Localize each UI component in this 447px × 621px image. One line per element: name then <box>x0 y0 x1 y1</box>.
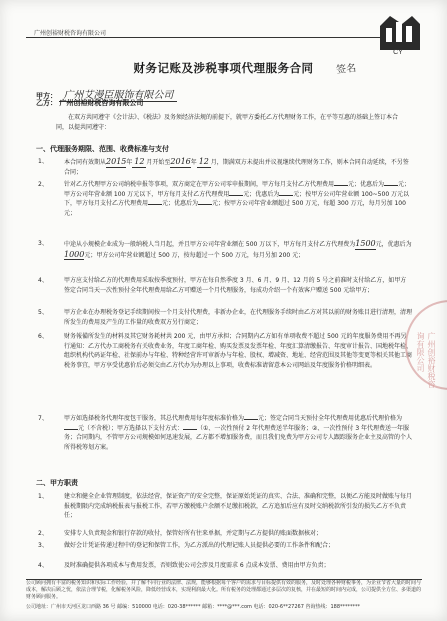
party-a-label: 甲方： <box>36 92 57 100</box>
logo-text: CY <box>393 49 403 56</box>
party-b-row <box>36 98 143 108</box>
party-b-name: 广州创裕财税咨询有限公司 <box>59 99 144 107</box>
item-text: 建立和健全企业管理制度，依法经营，保证资产的安全完整，保证原始凭证的真实、合法、准确和完整，以便乙方能及时做账与每月报税期限内完成纳税报表与报税工作，若甲方缴税账户余额不足缴扣税款，乙方追加后应有及时交纳税款所引发的损失乙方不负责任； <box>64 493 413 520</box>
item-number: 2、 <box>38 530 48 537</box>
item-text <box>64 157 412 177</box>
end-year: 2016 <box>170 157 191 166</box>
section-1-heading: 一、代理服务期限、范围、收费标准与支付 <box>36 145 169 153</box>
item-text: 安排专人负责现金和银行存款的收付，保管好所有往来单据，并定期与乙方提供的账面数据核对； <box>64 530 323 537</box>
footer-notice: 公司顾问拥有丰富的税务知识和实际工作经验，并了解不同行业的法律、法规，能够根据每个客户的需求与目标提供有效的服务，及时处理各种财税事务，为企业节省大量的时间与成本，解决后顾之忧，依法合理节税，化解税务风险，降低经营成本，实现利润最大化。所有税务的处理都通过多层次的复核，并在最短的时间内完成，公司提供全方位、多渠道的财务顾问服务。 <box>26 580 422 600</box>
item-text: 甲方企业在办理税务登记手续期间按一个月支付代理费，非新办企业，在代理服务手续时由乙方对其以前的财务账目进行清理，清理所发生的费用及产生的工作量的收费双方另行商定； <box>64 309 413 326</box>
item-2-text-c: 元；甲方公司年营业额 100 万元以下，甲方每月支付乙方代理费用 <box>64 181 411 198</box>
item-number: 2、 <box>38 181 48 188</box>
fee-blank-3 <box>229 195 243 196</box>
item-number: 1、 <box>38 158 48 165</box>
fee-blank-2 <box>384 185 398 186</box>
item-text <box>64 414 412 452</box>
item-7-text-c: 元（不含税）；甲方选择以下支付方式： <box>78 424 184 432</box>
section-1-item-7 <box>38 414 412 452</box>
item-text: 财务報備所发生的材料及其它财务耗材共 200 元，由甲方承担；合同期内乙方如有单项收费不超过 500 元的年度服务费用不再另行通知：乙方代办工商税务有关收费业务，年度工商年检、购买发票及发票年检、年度汇算清缴报告、年度审计报告、国地税年检、组织机构代码证年检、社保前办与年检、特种经营许可审新办与年检、股权、增减资、地址、经营范围及其他等变更等相关其他工商税务事宜，甲方享受优惠价后必须交由乙方代办为办理以上事项，收费标准请留意本公司网站及年度服务价格明细表。 <box>64 333 413 369</box>
item-1-year-unit: 年 <box>126 159 133 166</box>
item-number: 7、 <box>38 415 48 422</box>
item-number: 3、 <box>38 240 48 247</box>
item-text <box>64 239 412 260</box>
section-2-item-3 <box>38 541 412 551</box>
item-1-text-a: 本合同有效期从 <box>64 159 107 166</box>
price-blank-1 <box>244 419 258 420</box>
item-text: 及时准确提供各项成本与费用发票，否则致使公司会涉及月度需求 6 点成本发票、费用由甲方负责； <box>64 562 330 569</box>
item-number: 6、 <box>38 333 48 340</box>
payment-choice-blank <box>183 429 197 430</box>
handwritten-mark: 签名 <box>335 62 357 77</box>
item-2-text-g: 元；按甲方公司年营业额超过 500 万元，每超 300 万元，每月另加 100 元； <box>64 200 406 217</box>
company-logo-icon <box>372 10 424 56</box>
item-number: 1、 <box>38 493 48 500</box>
item-1-text-b: 月开始至 <box>146 159 171 166</box>
section-2-item-4 <box>38 561 412 571</box>
item-number: 3、 <box>38 542 48 549</box>
item-text: 做好会计凭证传递过程中的登记和保管工作，为乙方派出的代理记账人员提供必要的工作条件和配合； <box>64 542 335 549</box>
item-3-text-a: 中途从小规模企业成为一般纳税人当月起，并且甲方公司年营业额在 500 万以下，甲方每月支付乙方代理费为 <box>64 241 356 248</box>
item-2-text-e: 元；按甲方公司年营业额 100~500 万元以下，甲方每月支付乙方代理费用 <box>64 190 410 208</box>
discounted-fee: 1000 <box>64 249 85 259</box>
section-2-item-1 <box>38 492 412 521</box>
item-7-text-b: 元；签定合同当天预付全年代理费用优惠后代理价格为 <box>258 415 403 422</box>
item-7-text-d: （①、一次性预付 2 年代理费送半年服务；②、一次性预付 3 年代理费送一年服务；合同期内，不管甲方公司规模如何迅速发展，乙方都不增加服务费，而且我们免费为甲方公司专人跟踪服务企业主及高管的个人所得税筹划方案。 <box>64 424 413 451</box>
fee-blank-4 <box>279 195 293 196</box>
section-2-heading: 二、甲方职责 <box>36 479 78 487</box>
item-7-text-a: 甲方如选择税务代理年度包干服务，其总代理费用每年度标准价格为 <box>64 415 245 422</box>
item-1-text-c: 月，期满双方未提出并议视继续代理财务工作，则本合同自动延续，不另签合同； <box>64 159 409 176</box>
section-1-item-2 <box>38 180 412 218</box>
end-month: 12 <box>198 157 209 166</box>
item-2-text-a: 针对乙方代理甲方公司纳税申报等事项，双方商定在甲方公司零申报期间，甲方每月支付乙方代理费用 <box>64 181 335 188</box>
section-1-item-6 <box>38 332 412 370</box>
item-number: 4、 <box>38 562 48 569</box>
party-b-label: 乙方： <box>36 99 57 107</box>
start-year: 2015 <box>106 157 127 166</box>
start-month: 12 <box>134 157 145 166</box>
item-text <box>64 180 412 218</box>
item-3-text-c: 元；甲方公司年营业额超过 500 万，按每超过一个 500 万元，每月另加 200 元； <box>84 251 305 259</box>
section-1-item-3 <box>38 239 412 260</box>
section-1-item-4 <box>38 276 412 295</box>
footer-contact: 公司地址：广州市天河区龙口西路 36 号 邮编：510000 电话：020-38****** 邮箱：****@***.com 电话：020-6**27267 咨询热线：188******** <box>26 604 361 610</box>
item-number: 4、 <box>38 277 48 284</box>
header-divider <box>26 37 384 38</box>
item-number: 5、 <box>38 309 48 316</box>
item-text: 甲方应支付给乙方的代理费用采取按季度预付，甲方在每自然季度 3 月、6 月、9 月、12 月的 5 号之前准时支付给乙方，如甲方签定合同当天一次性预付全年代理费用给乙方可赠送一个月代理服务，每成功介绍一个有效客户赠送 500 元给甲方； <box>64 277 407 294</box>
fee-blank-5 <box>148 204 162 205</box>
item-2-text-b: 元；优惠后为 <box>348 181 385 188</box>
preamble-text: 在双方共同遵守《会计法》、《税法》及务须经济法规的前提下，就甲方委托乙方代理财务工作，在平等互惠的基础上签订本合同，以提共同遵守： <box>56 114 399 131</box>
item-1-year-unit-2: 年 <box>190 159 197 166</box>
item-2-text-f: 元；优惠后为 <box>162 200 199 208</box>
header-company-line: 广州创裕财税咨询有限公司 <box>34 30 107 37</box>
item-3-text-b: 元，优惠后为 <box>375 241 412 248</box>
price-blank-2 <box>64 429 78 430</box>
general-taxpayer-fee: 1500 <box>355 239 376 248</box>
section-2-item-2 <box>38 529 412 539</box>
fee-blank-6 <box>198 204 212 205</box>
section-1-item-1 <box>38 157 412 177</box>
seal-text: 广州创裕财税咨询有限公司 <box>416 332 436 388</box>
party-a-name: 广州艾漫臣服饰有限公司 <box>59 90 177 102</box>
section-1-item-5 <box>38 308 412 327</box>
fee-blank-1 <box>334 185 348 186</box>
item-2-text-d: 元；优惠后为 <box>243 190 280 198</box>
document-title: 财务记账及涉税事项代理服务合同 <box>133 61 314 75</box>
